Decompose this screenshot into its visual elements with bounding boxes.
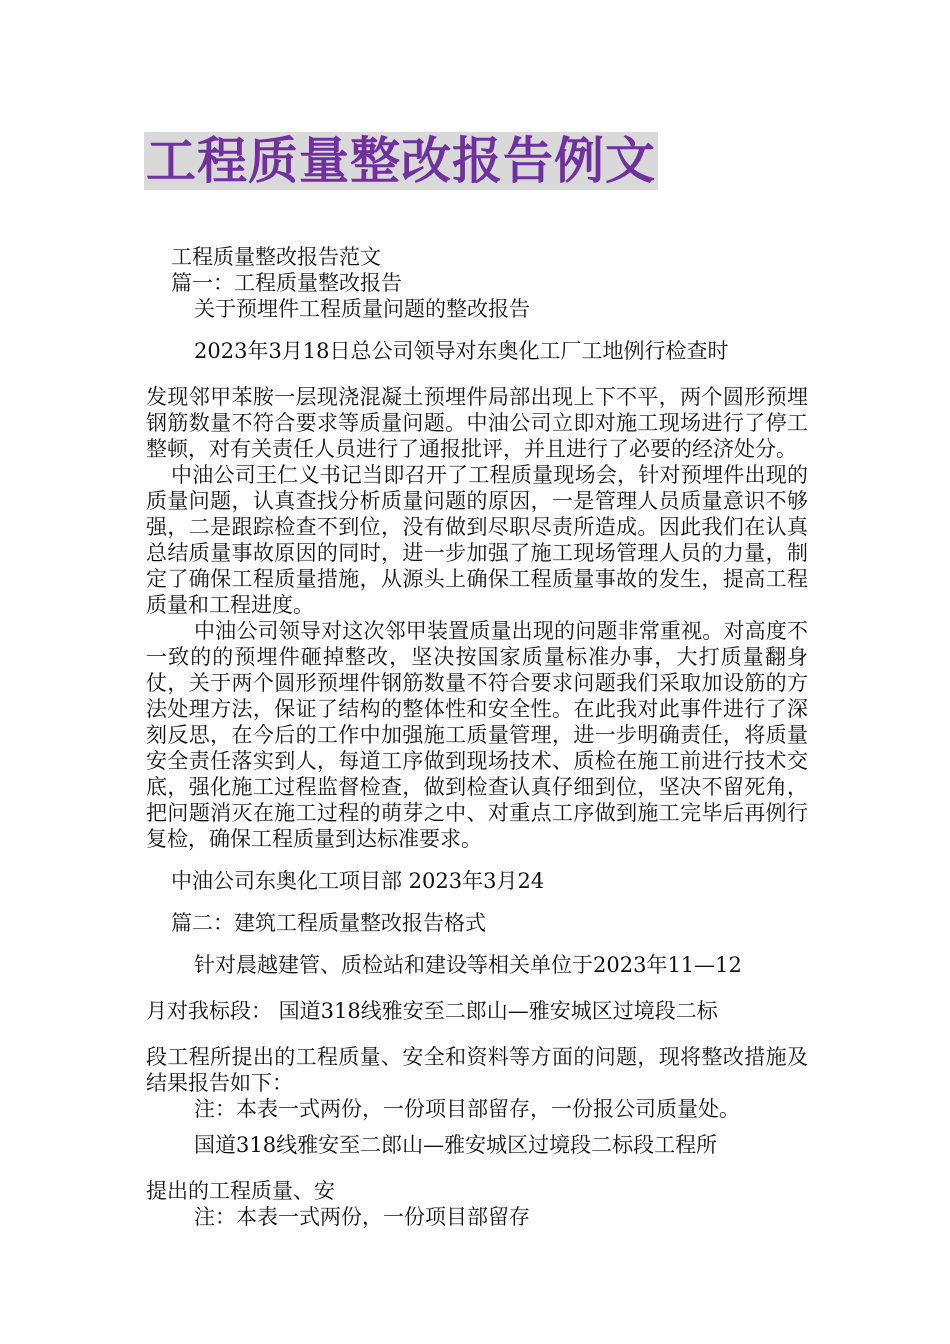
paragraph-signature: 中油公司东奥化工项目部 2023年3月24: [171, 869, 545, 893]
paragraph-note-1: 注：本表一式两份，一份项目部留存，一份报公司质量处。: [194, 1097, 740, 1121]
section-heading-2: 篇二：建筑工程质量整改报告格式: [171, 911, 486, 935]
paragraph-note-2: 注：本表一式两份，一份项目部留存: [194, 1205, 530, 1229]
paragraph-project-continued: 提出的工程质量、安: [146, 1179, 335, 1203]
section-heading-1: 篇一：工程质量整改报告: [171, 271, 402, 295]
paragraph-report-intro: 段工程所提出的工程质量、安全和资料等方面的问题，现将整改措施及结果报告如下：: [146, 1045, 808, 1095]
paragraph-inspection: 针对晨越建管、质检站和建设等相关单位于2023年11—12: [194, 953, 742, 977]
paragraph-project-line: 国道318线雅安至二郎山—雅安城区过境段二标段工程所: [194, 1133, 718, 1157]
paragraph-meeting: 中油公司王仁义书记当即召开了工程质量现场会，针对预埋件出现的质量问题，认真查找分析质量问题的原因，一是管理人员质量意识不够强，二是跟踪检查不到位，没有做到尽职尽责所造成。因此我们在认真总结质量事故原因的同时，进一步加强了施工现场管理人员的力量，制定了确保工程质量措施，从源头上确保工程质量事故的发生，提高工程质量和工程进度。: [146, 463, 808, 617]
paragraph-date-line: 2023年3月18日总公司领导对东奥化工厂工地例行检查时: [194, 339, 729, 363]
paragraph-subtitle: 工程质量整改报告范文: [171, 245, 381, 269]
document-body: [146, 244, 808, 1230]
paragraph-issue: 发现邻甲苯胺一层现浇混凝土预埋件局部出现上下不平，两个圆形预埋钢筋数量不符合要求等质量问题。中油公司立即对施工现场进行了停工整顿，对有关责任人员进行了通报批评，并且进行了必要的经济处分。: [146, 385, 808, 461]
paragraph-rectification: 中油公司领导对这次邻甲装置质量出现的问题非常重视。对高度不一致的的预埋件砸掉整改，坚决按国家质量标准办事，大打质量翻身仗，关于两个圆形预埋件钢筋数量不符合要求问题我们采取加设筋的方法处理方法，保证了结构的整体性和安全性。在此我对此事件进行了深刻反思，在今后的工作中加强施工质量管理，进一步明确责任，将质量安全责任落实到人，每道工序做到现场技术、质检在施工前进行技术交底，强化施工过程监督检查，做到检查认真仔细到位，坚决不留死角，把问题消灭在施工过程的萌芽之中、对重点工序做到施工完毕后再例行复检，确保工程质量到达标准要求。: [146, 619, 808, 851]
paragraph-section-line: 月对我标段： 国道318线雅安至二郎山—雅安城区过境段二标: [146, 999, 718, 1023]
document-title: 工程质量整改报告例文: [146, 132, 656, 190]
report-heading: 关于预埋件工程质量问题的整改报告: [194, 297, 530, 321]
